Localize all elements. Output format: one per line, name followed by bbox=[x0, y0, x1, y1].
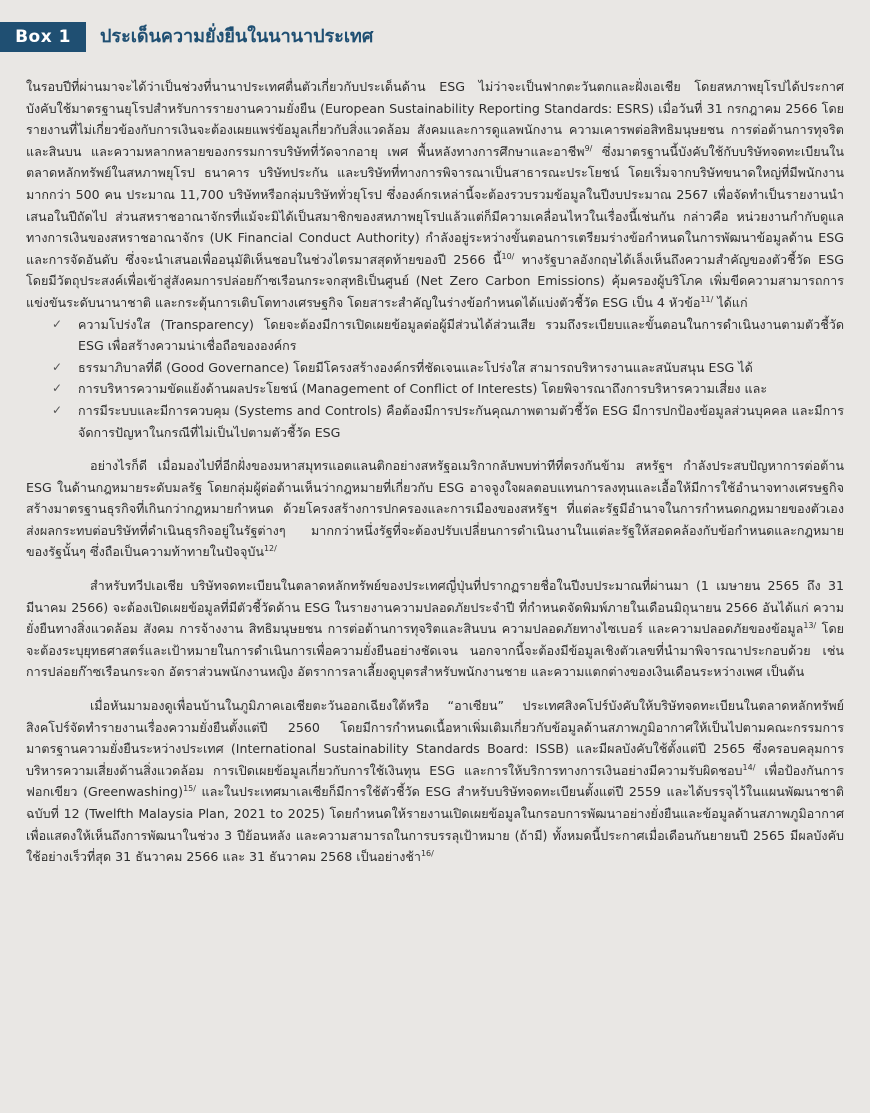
footnote-10: 10/ bbox=[501, 251, 515, 261]
paragraph-usa: อย่างไรก็ดี เมื่อมองไปที่อีกฝั่งของมหาสมุทรแอตแลนติกอย่างสหรัฐอเมริกากลับพบท่าทีที่ตรงกันข้าม สหรัฐฯ กำลังประสบปัญหาการต่อต้าน ESG ในด้านกฎหมายระดับมลรัฐ โดยกลุ่มผู้ต่อต้านเห็นว่ากฎหมายที่เกี่ยวกับ ESG อาจจูงใจผลตอบแทนการลงทุนและเอื้อให้มีการใช้อำนาจทางเศรษฐกิจสร้างมาตรฐานธุรกิจที่เกินกว่ากฎหมายกำหนด ด้วยโครงสร้างการปกครองและการเมืองของสหรัฐฯ ที่แต่ละรัฐมีอำนาจในการกำหนดกฎหมายของตัวเอง ส่งผลกระทบต่อบริษัทที่ดำเนินธุรกิจอยู่ในรัฐต่างๆ มากกว่าหนึ่งรัฐที่จะต้องปรับเปลี่ยนการดำเนินงานในแต่ละรัฐให้สอดคล้องกับข้อกำหนดและกฎหมายของรัฐนั้นๆ ซึ่งถือเป็นความท้าทายในปัจจุบัน$^{12/}$ bbox=[26, 458, 844, 560]
footnote-15: 15/ bbox=[183, 784, 196, 794]
paragraph-eu-uk: ในรอบปีที่ผ่านมาจะได้ว่าเป็นช่วงที่นานาประเทศตื่นตัวเกี่ยวกับประเด็นด้าน ESG ไม่ว่าจะเป็นฟากตะวันตกและฝั่งเอเชีย โดยสหภาพยุโรปได้ประกาศบังคับใช้มาตรฐานยุโรปสำหรับการรายงานความยั่งยืน (European Sustainability Reporting Standards: ESRS) เมื่อวันที่ 31 กรกฎาคม 2566 โดยรายงานที่ไม่เกี่ยวข้องกับการเงินจะต้องเผยแพร่ข้อมูลเกี่ยวกับสิ่งแวดล้อม สังคมและการดูแลพนักงาน ความเคารพต่อสิทธิมนุษยชน การต่อต้านการทุจริตและสินบน และความหลากหลายของกรรมการบริษัทที่วัดจากอายุ เพศ พื้นหลังทางการศึกษาและอาชีพ$^{9/}$ ซึ่งมาตรฐานนี้บังคับใช้กับบริษัทจดทะเบียนในตลาดหลักทรัพย์ในสหภาพยุโรป ธนาคาร บริษัทประกัน และบริษัทที่ทางการพิจารณาเป็นสาธารณะประโยชน์ โดยเริ่มจากบริษัทขนาดใหญ่ที่มีพนักงานมากกว่า 500 คน ประมาณ 11,700 บริษัทหรือกลุ่มบริษัททั่วยุโรป ซึ่งองค์กรเหล่านี้จะต้องรวบรวมข้อมูลในปีงบประมาณ 2567 เพื่อจัดทำเป็นรายงานนำเสนอในปีถัดไป ส่วนสหราชอาณาจักรที่แม้จะมิได้เป็นสมาชิกของสหภาพยุโรปแล้วแต่ก็มีความเคลื่อนไหวในเรื่องนี้เช่นกัน กล่าวคือ หน่วยงานกำกับดูแลทางการเงินของสหราชอาณาจักร (UK Financial Conduct Authority) กำลังอยู่ระหว่างขั้นตอนการเตรียมร่างข้อกำหนดในการพัฒนาข้อมูลด้าน ESG และการจัดอันดับ ซึ่งจะนำเสนอเพื่ออนุมัติเห็นชอบในช่วงไตรมาสสุดท้ายของปี 2566 นี้$^{10/}$ ทางรัฐบาลอังกฤษได้เล็งเห็นถึงความสำคัญของตัวชี้วัด ESG โดยมีวัตถุประสงค์เพื่อเข้าสู่สังคมการปล่อยก๊าซเรือนกระจกสุทธิเป็นศูนย์ (Net Zero Carbon Emissions) คุ้มครองผู้บริโภค เพิ่มขีดความสามารถการแข่งขันระดับนานาชาติ และกระตุ้นการเติบโตทางเศรษฐกิจ โดยสาระสำคัญในร่างข้อกำหนดได้แบ่งตัวชี้วัด ESG เป็น 4 หัวข้อ$^{11/}$ ได้แก่ bbox=[26, 79, 844, 310]
check-icon: ✓ bbox=[52, 316, 63, 331]
footnote-12: 12/ bbox=[263, 544, 277, 554]
box-content bbox=[26, 76, 844, 868]
box-title: ประเด็นความยั่งยืนในนานาประเทศ bbox=[100, 26, 374, 47]
box-badge: Box 1 bbox=[0, 22, 86, 52]
check-icon: ✓ bbox=[52, 381, 63, 396]
footnote-14: 14/ bbox=[742, 762, 756, 772]
footnote-9: 9/ bbox=[584, 143, 593, 153]
esg-topic-list bbox=[26, 314, 844, 444]
footnote-11: 11/ bbox=[700, 294, 714, 304]
paragraph-japan: สำหรับทวีปเอเชีย บริษัทจดทะเบียนในตลาดหลักทรัพย์ของประเทศญี่ปุ่นที่ปรากฏรายชื่อในปีงบประมาณที่ผ่านมา (1 เมษายน 2565 ถึง 31 มีนาคม 2566) จะต้องเปิดเผยข้อมูลที่มีตัวชี้วัดด้าน ESG ในรายงานความปลอดภัยประจำปี ที่กำหนดจัดพิมพ์ภายในเดือนมิถุนายน 2566 อันได้แก่ ความยั่งยืนทางสิ่งแวดล้อม สังคม การจ้างงาน สิทธิมนุษยชน การต่อต้านการทุจริตและสินบน ความปลอดภัยทางไซเบอร์ และความปลอดภัยของข้อมูล$^{13/}$ โดยจะต้องระบุยุทธศาสตร์และเป้าหมายในการดำเนินการเพื่อความยั่งยืนอย่างชัดเจน นอกจากนี้จะต้องมีข้อมูลเชิงตัวเลขที่นำมาพิจารณาประกอบด้วย เช่น การปล่อยก๊าซเรือนกระจก อัตราส่วนพนักงานหญิง อัตราการลาเลี้ยงดูบุตรสำหรับพนักงานชาย และความแตกต่างของเงินเดือนระหว่างเพศ เป็นต้น bbox=[26, 578, 844, 680]
list-item: ✓ การบริหารความขัดแย้งด้านผลประโยชน์ (Management of Conflict of Interests) โดยพิจารณาถึงการบริหารความเสี่ยง และ bbox=[50, 378, 844, 400]
check-icon: ✓ bbox=[52, 359, 63, 374]
list-item: ✓ ความโปร่งใส (Transparency) โดยจะต้องมีการเปิดเผยข้อมูลต่อผู้มีส่วนได้ส่วนเสีย รวมถึงระเบียบและขั้นตอนในการดำเนินงานตามตัวชี้วัด ESG เพื่อสร้างความน่าเชื่อถือขององค์กร bbox=[50, 314, 844, 357]
check-icon: ✓ bbox=[52, 402, 63, 417]
list-item: ✓ ธรรมาภิบาลที่ดี (Good Governance) โดยมีโครงสร้างองค์กรที่ชัดเจนและโปร่งใส สามารถบริหารงานและสนับสนุน ESG ได้ bbox=[50, 357, 844, 379]
list-item: ✓ การมีระบบและมีการควบคุม (Systems and Controls) คือต้องมีการประกันคุณภาพตามตัวชี้วัด ESG มีการปกป้องข้อมูลส่วนบุคคล และมีการจัดการปัญหาในกรณีที่ไม่เป็นไปตามตัวชี้วัด ESG bbox=[50, 400, 844, 443]
footnote-13: 13/ bbox=[803, 621, 817, 631]
footnote-16: 16/ bbox=[420, 849, 434, 858]
box-header bbox=[0, 22, 870, 52]
paragraph-asean: เมื่อหันมามองดูเพื่อนบ้านในภูมิภาคเอเชียตะวันออกเฉียงใต้หรือ “อาเซียน” ประเทศสิงคโปร์บังคับให้บริษัทจดทะเบียนในตลาดหลักทรัพย์สิงคโปร์จัดทำรายงานเรื่องความยั่งยืนตั้งแต่ปี 2560 โดยมีการกำหนดเนื้อหาเพิ่มเติมเกี่ยวกับข้อมูลด้านสภาพภูมิอากาศให้เป็นไปตามคณะกรรมการมาตรฐานความยั่งยืนระหว่างประเทศ (International Sustainability Standards Board: ISSB) และมีผลบังคับใช้ตั้งแต่ปี 2565 ซึ่งครอบคลุมการบริหารความเสี่ยงด้านสิ่งแวดล้อม การเปิดเผยข้อมูลเกี่ยวกับการใช้เงินทุน ESG และการให้บริการทางการเงินอย่างมีความรับผิดชอบ$^{14/}$ เพื่อป้องกันการฟอกเขียว (Greenwashing)$^{15/}$ และในประเทศมาเลเซียก็มีการใช้ตัวชี้วัด ESG สำหรับบริษัทจดทะเบียนตั้งแต่ปี 2559 และได้บรรจุไว้ในแผนพัฒนาชาติ ฉบับที่ 12 (Twelfth Malaysia Plan, 2021 to 2025) โดยกำหนดให้รายงานเปิดเผยข้อมูลในกรอบการพัฒนาอย่างยั่งยืนและข้อมูลด้านสภาพภูมิอากาศ เพื่อแสดงให้เห็นถึงการพัฒนาในช่วง 3 ปีย้อนหลัง และความสามารถในการบรรลุเป้าหมาย (ถ้ามี) ทั้งหมดนี้ประกาศเมื่อเดือนกันยายนปี 2565 มีผลบังคับใช้อย่างเร็วที่สุด 31 ธันวาคม 2566 และ 31 ธันวาคม 2568 เป็นอย่างช้า$^{16/}$ bbox=[26, 698, 844, 865]
